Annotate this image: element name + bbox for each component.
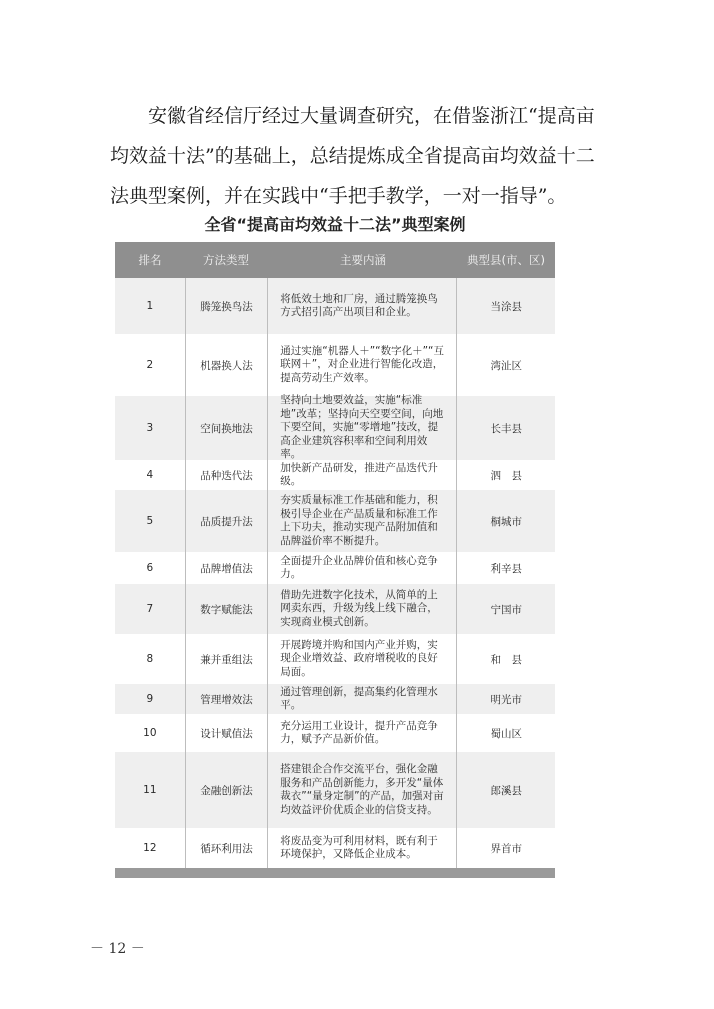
- table-row: [115, 828, 555, 868]
- rank-cell: 1: [146, 300, 154, 312]
- rank-cell: 9: [146, 693, 154, 705]
- method-cell: 品种迭代法: [185, 460, 268, 490]
- header-county: 典型县(市、区): [467, 253, 545, 267]
- rank-cell: 8: [146, 653, 154, 665]
- method-cell: 兼并重组法: [185, 634, 268, 684]
- table-title: 全省“提高亩均效益十二法”典型案例: [204, 215, 466, 234]
- county-cell: 泗 县: [456, 460, 555, 490]
- intro-line: 法典型案例，并在实践中“手把手教学，一对一指导”。: [110, 185, 567, 207]
- rank-cell: 3: [146, 422, 154, 434]
- method-cell: 管理增效法: [185, 684, 268, 714]
- rank-cell: 6: [146, 562, 154, 574]
- rank-cell: 5: [146, 515, 154, 527]
- table-row: [115, 278, 555, 334]
- county-cell: 当涂县: [456, 278, 555, 334]
- rank-cell: 11: [143, 784, 157, 796]
- table-header: [115, 242, 555, 278]
- content-cell: 充分运用工业设计，提升产品竞争力，赋予产品新价值。: [267, 714, 456, 752]
- content-cell: 搭建银企合作交流平台，强化金融服务和产品创新能力，多开发“量体裁衣”“量身定制”的产品，加强对亩均效益评价优质企业的信贷支持。: [267, 752, 456, 828]
- content-cell: 坚持向土地要效益，实施“标准地”改革；坚持向天空要空间，向地下要空间，实施“零增地”技改，提高企业建筑容积率和空间利用效率。: [267, 396, 456, 460]
- county-cell: 湾沚区: [456, 334, 555, 396]
- header-rank: 排名: [138, 253, 162, 267]
- content-cell: 开展跨境并购和国内产业并购，实现企业增效益、政府增税收的良好局面。: [267, 634, 456, 684]
- county-cell: 界首市: [456, 828, 555, 868]
- intro-line: 均效益十法”的基础上，总结提炼成全省提高亩均效益十二: [110, 145, 595, 167]
- intro-line: 安徽省经信厅经过大量调查研究，在借鉴浙江“提高亩: [148, 105, 595, 127]
- rank-cell: 7: [146, 603, 154, 615]
- content-cell: 将废品变为可利用材料，既有利于环境保护，又降低企业成本。: [267, 828, 456, 868]
- method-cell: 空间换地法: [185, 396, 268, 460]
- page-number: － 12 －: [90, 941, 145, 957]
- content-cell: 夯实质量标准工作基础和能力，积极引导企业在产品质量和标准工作上下功夫，推动实现产品附加值和品牌溢价率不断提升。: [267, 490, 456, 552]
- rank-cell: 10: [143, 727, 157, 739]
- county-cell: 蜀山区: [456, 714, 555, 752]
- county-cell: 利辛县: [456, 552, 555, 584]
- table-row: [115, 334, 555, 396]
- method-cell: 腾笼换鸟法: [185, 278, 268, 334]
- table-row: [115, 752, 555, 828]
- case-table: [115, 242, 555, 878]
- table-row: [115, 634, 555, 684]
- rank-cell: 4: [146, 469, 154, 481]
- content-cell: 借助先进数字化技术，从简单的上网卖东西，升级为线上线下融合，实现商业模式创新。: [267, 584, 456, 634]
- table-row: [115, 714, 555, 752]
- rank-cell: 12: [143, 842, 157, 854]
- content-cell: 将低效土地和厂房，通过腾笼换鸟方式招引高产出项目和企业。: [267, 278, 456, 334]
- table-row: [115, 396, 555, 460]
- table-row: [115, 684, 555, 714]
- content-cell: 通过管理创新，提高集约化管理水平。: [267, 684, 456, 714]
- content-cell: 加快新产品研发，推进产品迭代升级。: [267, 460, 456, 490]
- header-content: 主要内涵: [340, 253, 386, 267]
- county-cell: 郎溪县: [456, 752, 555, 828]
- rank-cell: 2: [146, 359, 154, 371]
- county-cell: 桐城市: [456, 490, 555, 552]
- table-row: [115, 584, 555, 634]
- table-row: [115, 460, 555, 490]
- method-cell: 设计赋值法: [185, 714, 268, 752]
- content-cell: 全面提升企业品牌价值和核心竞争力。: [267, 552, 456, 584]
- method-cell: 金融创新法: [185, 752, 268, 828]
- method-cell: 数字赋能法: [185, 584, 268, 634]
- header-method: 方法类型: [203, 253, 249, 267]
- table-row: [115, 490, 555, 552]
- county-cell: 明光市: [456, 684, 555, 714]
- intro-paragraph: [110, 96, 650, 216]
- method-cell: 品质提升法: [185, 490, 268, 552]
- table-row: [115, 552, 555, 584]
- table-footer-bar: [115, 868, 555, 878]
- county-cell: 宁国市: [456, 584, 555, 634]
- county-cell: 和 县: [456, 634, 555, 684]
- method-cell: 循环利用法: [185, 828, 268, 868]
- method-cell: 机器换人法: [185, 334, 268, 396]
- method-cell: 品牌增值法: [185, 552, 268, 584]
- content-cell: 通过实施“机器人＋”“数字化＋”“互联网＋”，对企业进行智能化改造，提高劳动生产效率。: [267, 334, 456, 396]
- county-cell: 长丰县: [456, 396, 555, 460]
